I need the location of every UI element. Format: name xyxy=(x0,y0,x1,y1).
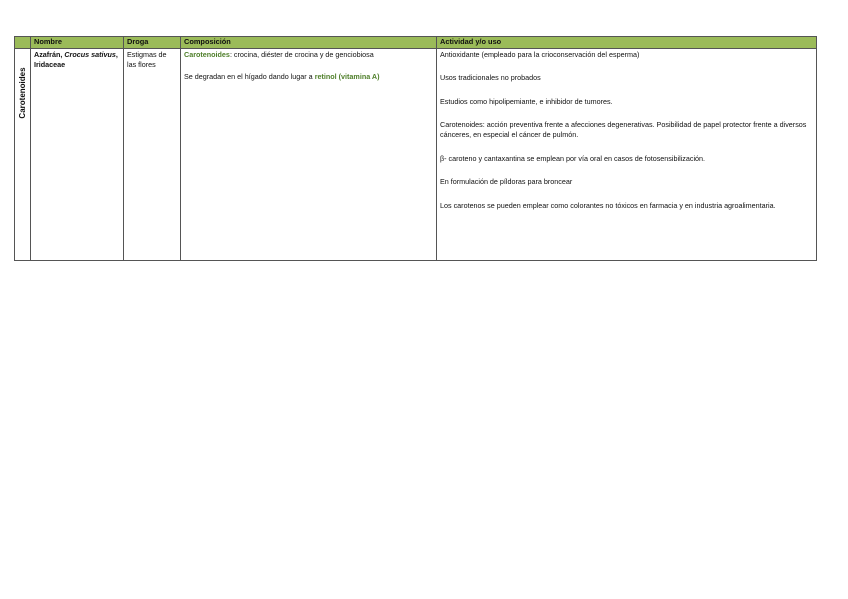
actividad-item: Carotenoides: acción preventiva frente a afecciones degenerativas. Posibilidad de papel protector frente a diversos cánceres, en especial el cáncer de pulmón. xyxy=(440,120,807,140)
header-nombre: Nombre xyxy=(31,37,124,49)
actividad-item: Los carotenos se pueden emplear como colorantes no tóxicos en farmacia y en industria agroalimentaria. xyxy=(440,200,776,210)
actividad-item: Usos tradicionales no probados xyxy=(440,73,541,83)
plant-family: , Iridaceae xyxy=(34,49,118,70)
actividad-item: En formulación de píldoras para broncear xyxy=(440,177,573,187)
header-composicion: Composición xyxy=(181,37,437,49)
droga-cell: Estigmas de las flores xyxy=(124,48,181,260)
actividad-cell xyxy=(437,48,817,260)
actividad-item: β- caroteno y cantaxantina se emplean por vía oral en casos de fotosensibilización. xyxy=(440,153,706,163)
composicion-highlight-1: Carotenoides xyxy=(184,49,230,59)
plant-common-name: Azafrán, xyxy=(34,49,63,59)
table-header-row xyxy=(15,37,817,49)
plants-table xyxy=(14,36,817,261)
header-actividad: Actividad y/o uso xyxy=(437,37,817,49)
header-empty xyxy=(15,37,31,49)
table-row xyxy=(15,48,817,260)
composicion-text-2: Se degradan en el hígado dando lugar a xyxy=(184,72,315,82)
composicion-text-1: : crocina, diéster de crocina y de genciobiosa xyxy=(229,49,374,59)
composicion-cell xyxy=(181,48,437,260)
nombre-cell xyxy=(31,48,124,260)
actividad-item: Estudios como hipolipemiante, e inhibidor de tumores. xyxy=(440,96,613,106)
header-droga: Droga xyxy=(124,37,181,49)
actividad-item: Antioxidante (empleado para la crioconservación del esperma) xyxy=(440,49,640,59)
plant-scientific-name: Crocus sativus xyxy=(62,49,116,59)
group-label: Carotenoides xyxy=(17,67,27,119)
group-cell xyxy=(15,48,31,260)
composicion-highlight-2: retinol (vitamina A) xyxy=(314,72,380,82)
